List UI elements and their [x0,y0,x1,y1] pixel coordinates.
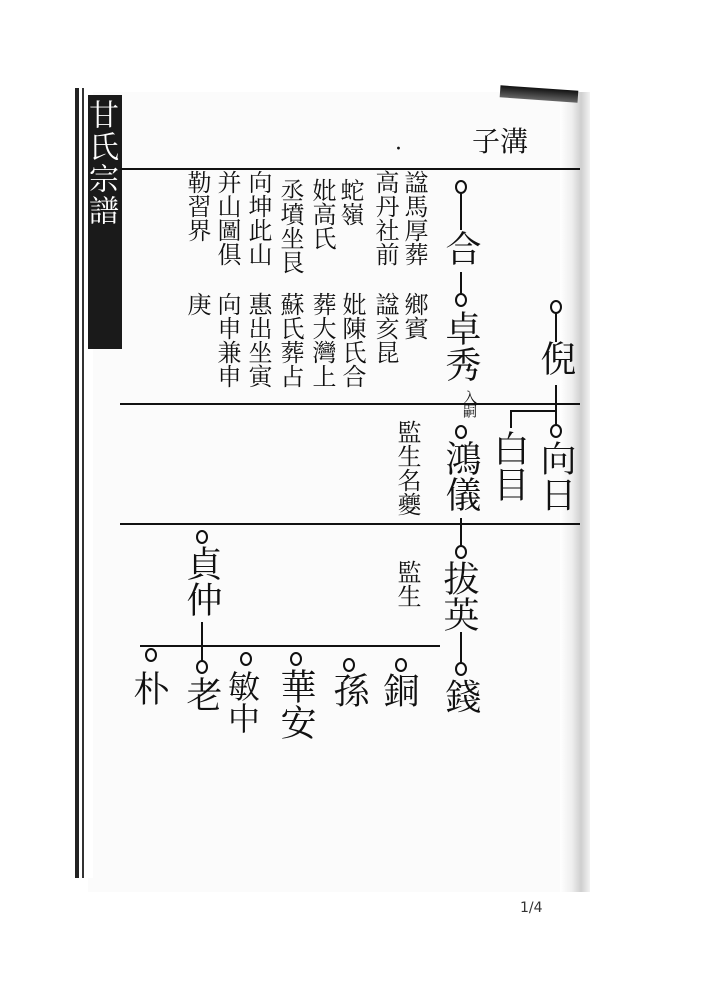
ru-si-note: 入嗣 [461,390,477,418]
note-col11: 惠出坐寅 [244,292,272,388]
connector [460,192,462,230]
rule-fourth [140,645,440,647]
note-col4: 諡亥昆 [371,292,399,364]
connector [460,272,462,294]
name-bianxiu: 卓秀 [440,310,481,382]
connector [460,632,462,664]
name-hongyi: 鴻儀 [440,440,481,512]
connector [460,518,462,546]
note-jiansheng-kui: 監生名夔 [393,420,421,516]
name-sun: 孫 [328,672,369,708]
name-he: 合 [440,230,481,266]
note-col8: 妣高氏 [308,178,336,250]
note-col2: 高丹社前 [371,170,399,266]
node-ring [455,293,467,307]
name-xiangri: 向日 [535,440,576,512]
top-label: 子溝 [472,125,529,158]
connector [555,312,557,342]
connector [555,385,557,425]
page-mark: 1/4 [520,900,543,916]
note-col3: 鄉賓 [400,292,428,340]
rule-second [120,403,580,405]
node-ring [455,425,467,439]
node-ring [395,658,407,672]
note-col12: 向坤此山 [244,170,272,266]
node-ring [290,652,302,666]
connector [510,410,512,428]
name-qian: 錢 [440,678,481,714]
note-col16: 庚 [183,292,211,316]
note-col9: 蘇氏葬占 [276,292,304,388]
note-col13: 向申兼申 [213,292,241,388]
node-ring [145,648,157,662]
name-pu: 朴 [128,670,169,706]
node-ring [550,424,562,438]
note-col6: 葬大灣上 [308,292,336,388]
name-baying: 拔英 [438,560,479,632]
note-col15: 勒習界 [183,170,211,242]
node-ring [240,652,252,666]
connector [201,622,203,662]
name-minzhong: 敏中 [223,670,261,734]
rule-third [120,523,580,525]
branch-line [510,410,556,412]
note-col5: 妣陳氏合 [338,292,366,388]
name-baiyue: 白目 [488,430,529,502]
node-ring [196,660,208,674]
node-ring [455,545,467,559]
name-zhenzhong: 貞仲 [181,545,222,617]
node-ring [343,658,355,672]
name-tong: 銅 [378,672,419,708]
name-huaan: 華安 [275,668,316,740]
node-ring [196,530,208,544]
name-lao: 老 [181,676,222,712]
node-ring [455,662,467,676]
note-col14: 并山圖俱 [213,170,241,266]
dot-mark: · [395,137,402,162]
note-col1: 諡馬厚葬 [400,170,428,266]
name-ni: 倪 [535,340,576,376]
note-col7: 蛇嶺 [336,178,364,226]
spine-title: 甘氏宗譜 [88,95,122,349]
note-jiansheng: 監生 [393,560,421,608]
note-col10: 丞墳坐艮 [276,178,304,274]
